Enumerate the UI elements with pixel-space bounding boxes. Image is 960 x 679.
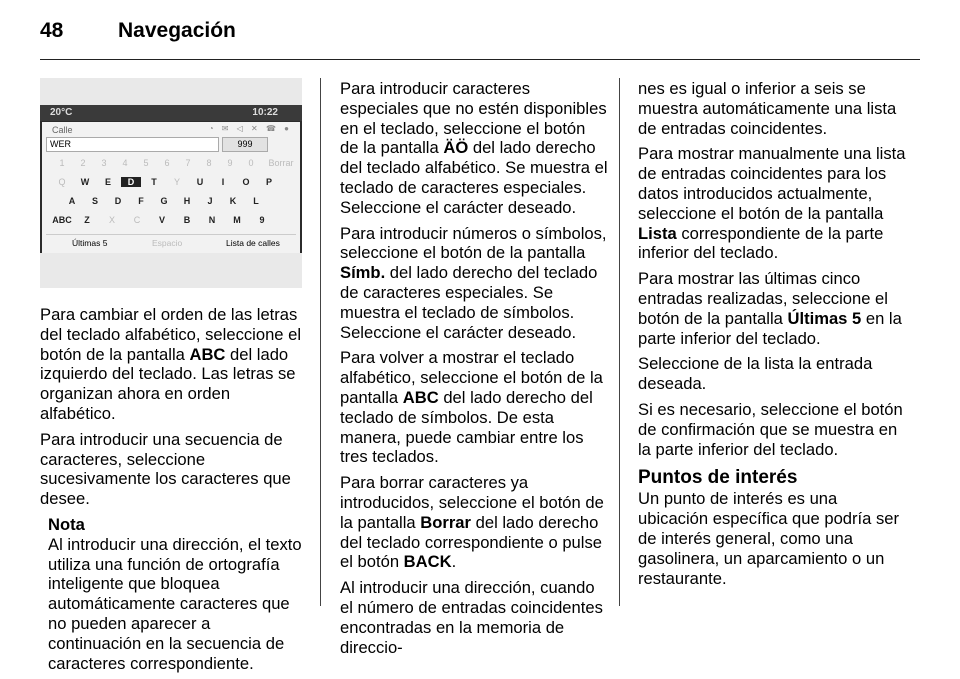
key-row-numbers — [48, 155, 298, 173]
keyboard-key: Z — [84, 215, 90, 225]
column-3 — [638, 79, 908, 594]
keyboard-key: G — [160, 196, 168, 206]
keyboard-key: O — [242, 177, 250, 187]
paragraph: Para volver a mostrar el teclado alfabético, seleccione el botón de la pantalla ABC del lado derecho del teclado de símbolos. De esta manera, puede cambiar entre los tres teclados. — [340, 348, 603, 467]
key-row-2 — [48, 193, 298, 211]
match-count: 999 — [222, 137, 268, 152]
keyboard-key: 2 — [80, 158, 86, 168]
column-divider-1 — [320, 78, 321, 606]
paragraph: Para cambiar el orden de las letras del teclado alfabético, seleccione el botón de la pantalla ABC del lado izquierdo del teclado. Las letras se organizan ahora en orden alfabético. — [40, 305, 302, 423]
keyboard-key: H — [183, 196, 191, 206]
paragraph: Para mostrar manualmente una lista de entradas coincidentes para los datos introducidos actualmente, seleccione el botón de la pantalla Lista correspondiente de la parte inferior del teclado. — [638, 144, 906, 263]
note-title: Nota — [48, 514, 85, 534]
keyboard-key: K — [229, 196, 237, 206]
keyboard-key: 9 — [259, 215, 265, 225]
column-2 — [340, 79, 608, 663]
column-divider-2 — [619, 78, 620, 606]
keyboard-key: 4 — [122, 158, 128, 168]
keyboard-key: 7 — [185, 158, 191, 168]
keyboard-key: 6 — [164, 158, 170, 168]
section-heading: Puntos de interés — [638, 467, 798, 489]
paragraph: Para introducir caracteres especiales que no estén disponibles en el teclado, seleccione el botón de la pantalla ÄÖ del lado derecho del teclado alfabético. Se muestra el teclado de caracteres especiales. Seleccione el carácter deseado. — [340, 79, 608, 217]
column-1 — [40, 305, 308, 679]
keyboard-key: B — [183, 215, 191, 225]
paragraph: Para introducir números o símbolos, seleccione el botón de la pantalla Símb. del lado derecho del teclado de caracteres especiales. Se muestra el teclado de símbolos. Seleccione el carácter deseado. — [340, 223, 607, 342]
paragraph: Seleccione de la lista la entrada deseada. — [638, 354, 873, 394]
clock-readout: 10:22 — [252, 107, 278, 118]
keyboard-key: P — [265, 177, 272, 187]
page-number: 48 — [40, 19, 64, 42]
display-frame — [40, 105, 302, 253]
status-icons: ◔ ✉ ◁ ✕ ☎ ● — [208, 124, 292, 133]
key-row-3 — [48, 212, 298, 230]
keyboard-key: I — [221, 177, 225, 187]
address-input: WER — [46, 137, 219, 152]
page-title: Navegación — [118, 19, 236, 42]
keyboard-key: 8 — [206, 158, 212, 168]
keyboard-key: S — [91, 196, 98, 206]
space-key: Espacio — [152, 238, 183, 248]
keyboard-key: Y — [173, 177, 180, 187]
paragraph: Si es necesario, seleccione el botón de confirmación que se muestra en la parte inferior del teclado. — [638, 399, 903, 459]
paragraph: Al introducir una dirección, cuando el número de entradas coincidentes encontradas en la memoria de direccio- — [340, 578, 603, 657]
keyboard-key: 5 — [143, 158, 149, 168]
note-box — [40, 515, 308, 673]
keyboard-screen-image — [40, 78, 302, 288]
last-five-key: Últimas 5 — [72, 238, 108, 248]
keyboard-key: X — [108, 215, 115, 225]
keyboard-key: 9 — [227, 158, 233, 168]
keyboard-key: A — [68, 196, 76, 206]
keyboard-key: 1 — [59, 158, 65, 168]
keyboard-key: 3 — [101, 158, 107, 168]
delete-key: Borrar — [268, 158, 294, 168]
street-list-key: Lista de calles — [226, 238, 280, 248]
header-rule — [40, 59, 920, 60]
paragraph: Para introducir una secuencia de caracteres, seleccione sucesivamente los caracteres que desee. — [40, 429, 291, 509]
paragraph: Para mostrar las últimas cinco entradas realizadas, seleccione el botón de la pantalla Últimas 5 en la parte inferior del teclado. — [638, 269, 902, 348]
keyboard-key: T — [151, 177, 157, 187]
keyboard-key: C — [133, 215, 141, 225]
keyboard-bottom-bar — [46, 234, 296, 249]
keyboard-key: L — [253, 196, 259, 206]
keyboard-key: D — [114, 196, 122, 206]
paragraph: nes es igual o inferior a seis se muestra automáticamente una lista de entradas coincidentes. — [638, 79, 897, 138]
keyboard-key: N — [208, 215, 216, 225]
keyboard-key: 0 — [248, 158, 254, 168]
keyboard-key: D — [121, 177, 141, 187]
keyboard-key: ABC — [52, 215, 72, 225]
keyboard-panel — [42, 122, 300, 253]
keyboard-key: J — [207, 196, 213, 206]
note-body: Al introducir una dirección, el texto utiliza una función de ortografía inteligente que bloquea automáticamente caracteres que no pueden aparecer a continuación en la secuencia de caracteres correspondiente. — [48, 534, 302, 673]
status-bar — [40, 105, 302, 121]
keyboard-key: E — [104, 177, 111, 187]
key-row-1 — [48, 174, 298, 192]
keyboard-key: F — [138, 196, 144, 206]
paragraph: Para borrar caracteres ya introducidos, seleccione el botón de la pantalla Borrar del lado derecho del teclado correspondiente o pulse el botón BACK. — [340, 473, 604, 572]
keyboard-key: M — [233, 215, 241, 225]
field-label: Calle — [52, 125, 73, 135]
keyboard-key: V — [158, 215, 165, 225]
keyboard-key: W — [80, 177, 90, 187]
temperature-readout: 20°C — [50, 107, 73, 118]
paragraph: Un punto de interés es una ubicación específica que podría ser de interés general, como una gasolinera, un aparcamiento o un restaurante. — [638, 489, 900, 588]
keyboard-key: U — [196, 177, 204, 187]
keyboard-key: Q — [58, 177, 66, 187]
